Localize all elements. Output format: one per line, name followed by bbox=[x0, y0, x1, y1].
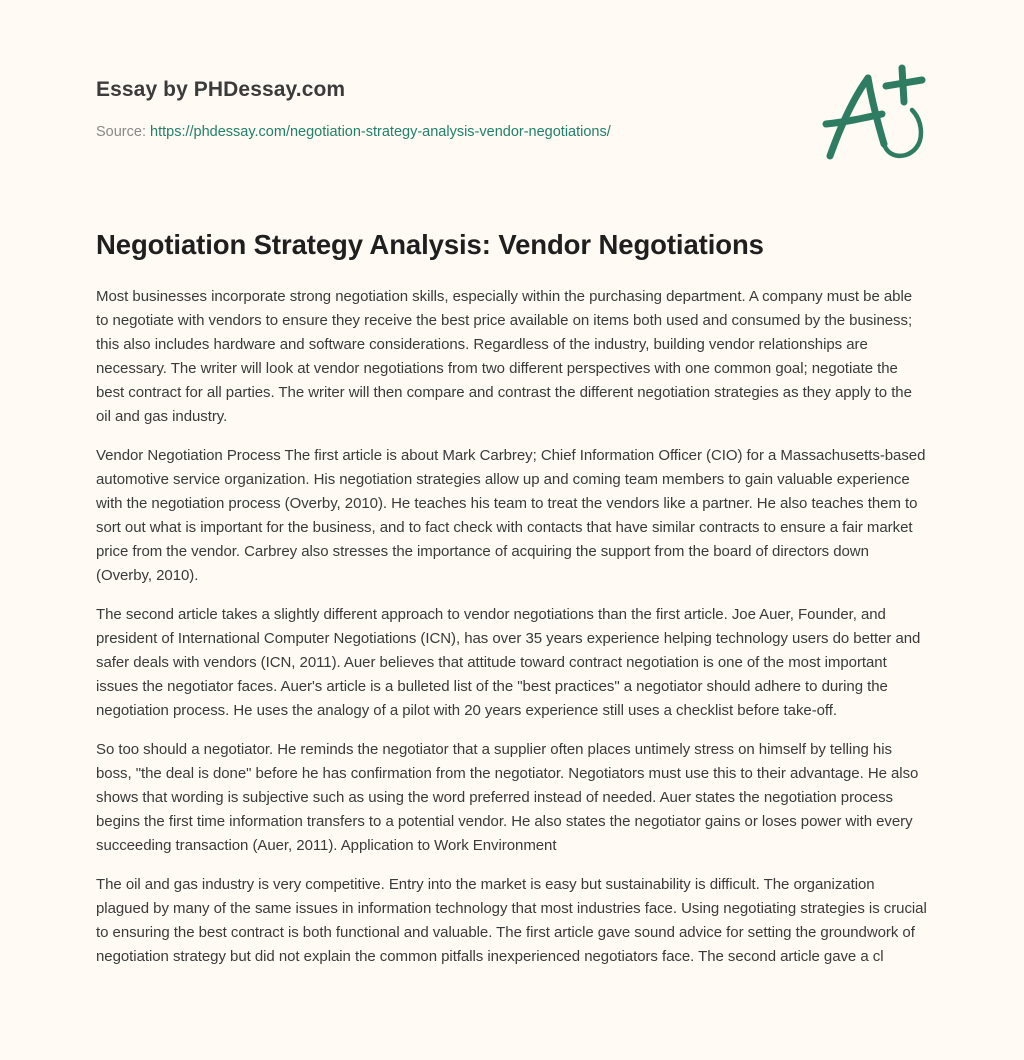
site-title: Essay by PHDessay.com bbox=[96, 78, 346, 101]
document-title: Negotiation Strategy Analysis: Vendor Negotiations bbox=[96, 229, 764, 260]
a-plus-grade-icon bbox=[818, 62, 934, 170]
source-link[interactable]: https://phdessay.com/negotiation-strategy-analysis-vendor-negotiations/ bbox=[150, 124, 611, 140]
source-label: Source: bbox=[96, 124, 146, 140]
paragraph: So too should a negotiator. He reminds the negotiator that a supplier often places untimely stress on himself by telling his boss, "the deal is done" before he has confirmation from the negotiator. Negotiators must use this to their advantage. He also shows that wording is subjective such as using the word preferred instead of needed. Auer states the negotiation process begins the first time information transfers to a potential vendor. He also states the negotiator gains or loses power with every succeeding transaction (Auer, 2011). Application to Work Environment bbox=[96, 741, 919, 854]
page-header bbox=[96, 76, 796, 142]
paragraph: The second article takes a slightly different approach to vendor negotiations than the first article. Joe Auer, Founder, and president of International Computer Negotiations (ICN), has over 35 years experience helping technology users do better and safer deals with vendors (ICN, 2011). Auer believes that attitude toward contract negotiation is one of the most important issues the negotiator faces. Auer's article is a bulleted list of the "best practices" a negotiator should adhere to during the negotiation process. He uses the analogy of a pilot with 20 years experience still uses a checklist before take-off. bbox=[96, 606, 921, 719]
paragraph: Most businesses incorporate strong negotiation skills, especially within the purchasing department. A company must be able to negotiate with vendors to ensure they receive the best price available on items both used and consumed by the business; this also includes hardware and software considerations. Regardless of the industry, building vendor relationships are necessary. The writer will look at vendor negotiations from two different perspectives with one common goal; negotiate the best contract for all parties. The writer will then compare and contrast the different negotiation strategies as they apply to the oil and gas industry. bbox=[96, 288, 913, 425]
paragraph: Vendor Negotiation Process The first article is about Mark Carbrey; Chief Information Officer (CIO) for a Massachusetts-based automotive service organization. His negotiation strategies allow up and coming team members to gain valuable experience with the negotiation process (Overby, 2010). He teaches his team to treat the vendors like a partner. He also teaches them to sort out what is important for the business, and to fact check with contacts that have similar contracts to ensure a fair market price from the vendor. Carbrey also stresses the importance of acquiring the support from the board of directors down (Overby, 2010). bbox=[96, 447, 926, 584]
paragraph: The oil and gas industry is very competitive. Entry into the market is easy but sustainability is difficult. The organization plagued by many of the same issues in information technology that most industries face. Using negotiating strategies is crucial to ensuring the best contract is both functional and valuable. The first article gave sound advice for setting the groundwork of negotiation strategy but did not explain the common pitfalls inexperienced negotiators face. The second article gave a cl bbox=[96, 876, 927, 965]
source-line bbox=[96, 122, 796, 142]
article-body bbox=[96, 285, 928, 984]
